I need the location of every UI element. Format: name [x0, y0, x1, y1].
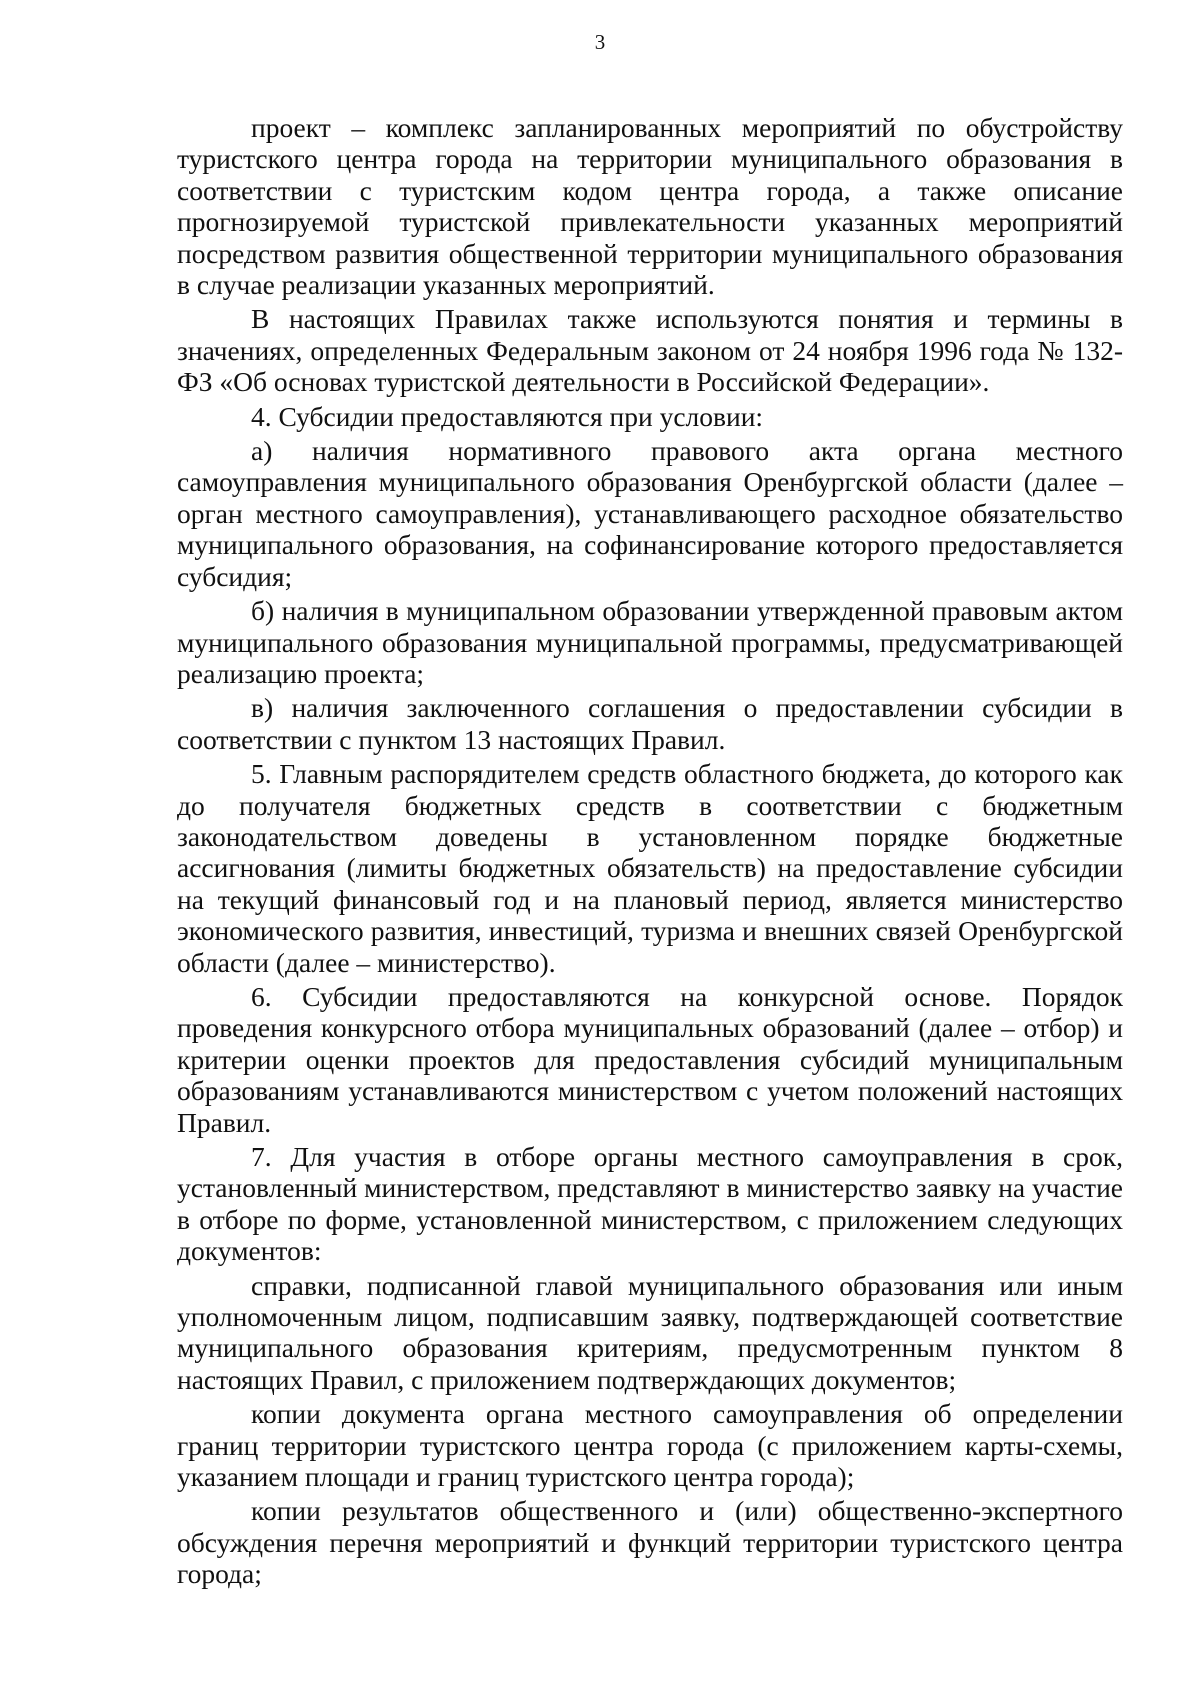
paragraph-definition-project: проект – комплекс запланированных мероприятий по обустройству туристского центра города на территории муниципального образования в соответствии с туристским кодом центра города, а также описание прогнозируемой туристской привлекательности указанных мероприятий посредством развития общественной территории муниципального образования в случае реализации указанных мероприятий.: [177, 112, 1123, 301]
paragraph-doc-boundaries: копии документа органа местного самоуправления об определении границ территории туристского центра города (с приложением карты-схемы, указанием площади и границ туристского центра города);: [177, 1398, 1123, 1493]
paragraph-item-4a: а) наличия нормативного правового акта органа местного самоуправления муниципального образования Оренбургской области (далее – орган местного самоуправления), устанавливающего расходное обязательство муниципального образования, на софинансирование которого предоставляется субсидия;: [177, 435, 1123, 592]
paragraph-terms: В настоящих Правилах также используются понятия и термины в значениях, определенных Федеральным законом от 24 ноября 1996 года № 132-ФЗ «Об основах туристской деятельности в Российской Федерации».: [177, 303, 1123, 398]
paragraph-item-4: 4. Субсидии предоставляются при условии:: [251, 400, 764, 432]
paragraph-item-4b: б) наличия в муниципальном образовании утвержденной правовым актом муниципального образования муниципальной программы, предусматривающей реализацию проекта;: [177, 595, 1123, 689]
paragraph-doc-certificate: справки, подписанной главой муниципального образования или иным уполномоченным лицом, подписавшим заявку, подтверждающей соответствие муниципального образования критериям, предусмотренным пунктом 8 настоящих Правил, с приложением подтверждающих документов;: [177, 1269, 1123, 1395]
paragraph-item-7: 7. Для участия в отборе органы местного самоуправления в срок, установленный министерством, представляют в министерство заявку на участие в отборе по форме, установленной министерством, с приложением следующих документов:: [177, 1141, 1123, 1267]
page-number: 3: [594, 30, 606, 54]
paragraph-item-6: 6. Субсидии предоставляются на конкурсной основе. Порядок проведения конкурсного отбора муниципальных образований (далее – отбор) и критерии оценки проектов для предоставления субсидий муниципальным образованиям устанавливаются министерством с учетом положений настоящих Правил.: [177, 980, 1123, 1138]
paragraph-item-4c: в) наличия заключенного соглашения о предоставлении субсидии в соответствии с пунктом 13 настоящих Правил.: [177, 692, 1123, 755]
paragraph-item-5: 5. Главным распорядителем средств областного бюджета, до которого как до получателя бюджетных средств в соответствии с бюджетным законодательством доведены в установленном порядке бюджетные ассигнования (лимиты бюджетных обязательств) на предоставление субсидии на текущий финансовый год и на плановый период, является министерство экономического развития, инвестиций, туризма и внешних связей Оренбургской области (далее – министерство).: [177, 758, 1123, 978]
document-body: [177, 112, 1123, 1590]
paragraph-doc-discussion: копии результатов общественного и (или) общественно-экспертного обсуждения перечня мероприятий и функций территории туристского центра города;: [177, 1495, 1123, 1590]
